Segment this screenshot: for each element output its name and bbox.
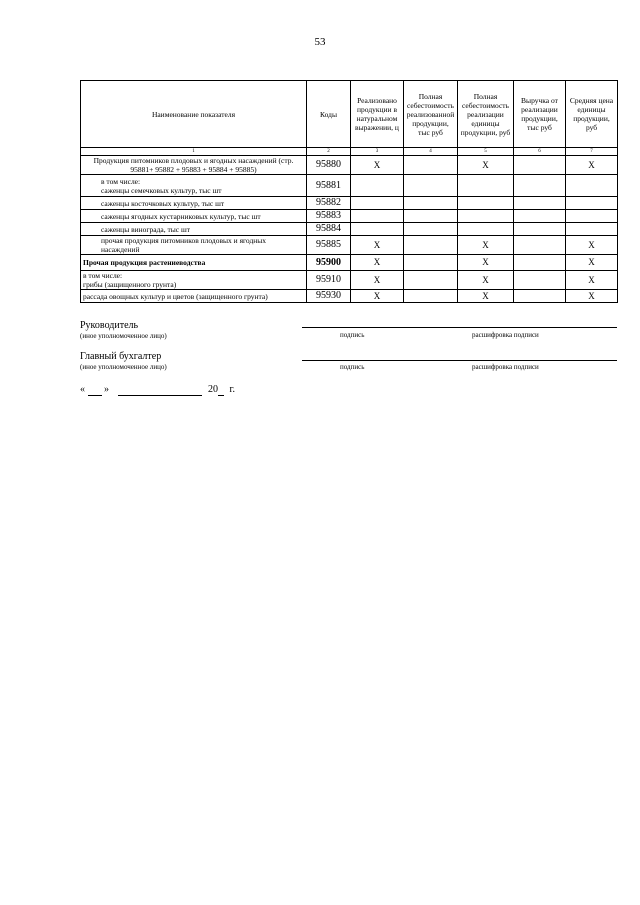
table-row xyxy=(81,223,618,236)
row-cell xyxy=(514,175,566,197)
row-cell xyxy=(404,156,458,175)
row-cell xyxy=(404,290,458,303)
row-cell xyxy=(514,271,566,290)
row-code: 95885 xyxy=(307,236,351,255)
row-cell xyxy=(351,197,404,210)
signature-title: Главный бухгалтер xyxy=(80,351,162,362)
row-cell xyxy=(458,223,514,236)
header-revenue: Выручка от реализации продукции, тыс руб xyxy=(514,81,566,148)
row-cell xyxy=(351,210,404,223)
decode-caption: расшифровка подписи xyxy=(472,363,539,371)
row-code: 95881 xyxy=(307,175,351,197)
month-blank xyxy=(118,384,202,396)
row-cell: X xyxy=(566,271,618,290)
row-cell xyxy=(404,223,458,236)
table-row xyxy=(81,236,618,255)
column-number: 5 xyxy=(458,148,514,156)
signature-block-accountant xyxy=(80,351,620,371)
row-code: 95880 xyxy=(307,156,351,175)
sign-caption: подпись xyxy=(340,363,365,371)
row-name: прочая продукция питомников плодовых и ягодных насаждений xyxy=(81,236,307,255)
column-number: 4 xyxy=(404,148,458,156)
row-code: 95900 xyxy=(307,255,351,271)
row-cell xyxy=(404,197,458,210)
column-number: 1 xyxy=(81,148,307,156)
row-cell: X xyxy=(458,236,514,255)
header-codes: Коды xyxy=(307,81,351,148)
row-cell xyxy=(351,223,404,236)
row-cell xyxy=(566,197,618,210)
signature-block-head xyxy=(80,320,620,340)
row-name: Продукция питомников плодовых и ягодных насаждений (стр. 95881+ 95882 + 95883 + 95884 + 95885) xyxy=(81,156,307,175)
row-name: саженцы винограда, тыс шт xyxy=(81,223,307,236)
header-full-cost: Полная себестоимость реализованной продукции, тыс руб xyxy=(404,81,458,148)
row-cell xyxy=(514,255,566,271)
table-row xyxy=(81,197,618,210)
header-sold-quantity: Реализовано продукции в натуральном выражении, ц xyxy=(351,81,404,148)
row-cell: X xyxy=(351,290,404,303)
row-cell: X xyxy=(351,271,404,290)
row-code: 95883 xyxy=(307,210,351,223)
date-line xyxy=(80,384,235,396)
row-cell: X xyxy=(566,290,618,303)
row-cell xyxy=(404,271,458,290)
signature-subtitle: (иное уполномоченное лицо) xyxy=(80,332,167,340)
date-open-quote: « xyxy=(80,384,85,395)
row-cell xyxy=(458,175,514,197)
row-code: 95884 xyxy=(307,223,351,236)
row-cell: X xyxy=(566,236,618,255)
column-number: 2 xyxy=(307,148,351,156)
table-row xyxy=(81,255,618,271)
column-number: 7 xyxy=(566,148,618,156)
row-cell xyxy=(566,223,618,236)
column-number: 3 xyxy=(351,148,404,156)
year-blank xyxy=(218,384,224,396)
report-table xyxy=(80,80,618,303)
row-name: Прочая продукция растениеводства xyxy=(81,255,307,271)
row-cell xyxy=(458,197,514,210)
table-header-row xyxy=(81,81,618,148)
header-name: Наименование показателя xyxy=(81,81,307,148)
day-blank xyxy=(88,384,102,396)
signature-line xyxy=(302,360,617,361)
date-close-quote: » xyxy=(104,384,109,395)
row-cell xyxy=(351,175,404,197)
sign-caption: подпись xyxy=(340,331,365,339)
row-cell: X xyxy=(566,255,618,271)
row-cell: X xyxy=(351,156,404,175)
row-name: рассада овощных культур и цветов (защищенного грунта) xyxy=(81,290,307,303)
row-cell xyxy=(514,210,566,223)
row-cell xyxy=(566,175,618,197)
row-cell xyxy=(566,210,618,223)
column-number-row xyxy=(81,148,618,156)
row-cell: X xyxy=(351,236,404,255)
page-number: 53 xyxy=(314,36,326,48)
year-suffix: г. xyxy=(229,384,235,395)
row-cell: X xyxy=(351,255,404,271)
row-code: 95930 xyxy=(307,290,351,303)
row-cell xyxy=(514,290,566,303)
signature-title: Руководитель xyxy=(80,320,139,331)
row-cell: X xyxy=(458,290,514,303)
row-name: в том числе: саженцы семечковых культур, тыс шт xyxy=(81,175,307,197)
row-cell xyxy=(514,236,566,255)
signature-subtitle: (иное уполномоченное лицо) xyxy=(80,363,167,371)
row-code: 95910 xyxy=(307,271,351,290)
decode-caption: расшифровка подписи xyxy=(472,331,539,339)
year-prefix: 20 xyxy=(208,384,218,395)
row-cell xyxy=(514,223,566,236)
signature-line xyxy=(302,327,617,328)
row-name: саженцы косточковых культур, тыс шт xyxy=(81,197,307,210)
row-cell: X xyxy=(458,156,514,175)
row-cell: X xyxy=(566,156,618,175)
header-unit-cost: Полная себестоимость реализации единицы продукции, руб xyxy=(458,81,514,148)
table-row xyxy=(81,271,618,290)
row-cell xyxy=(404,236,458,255)
row-cell: X xyxy=(458,271,514,290)
row-cell xyxy=(458,210,514,223)
row-cell xyxy=(404,210,458,223)
table-row xyxy=(81,156,618,175)
table-row xyxy=(81,210,618,223)
row-cell xyxy=(404,175,458,197)
table-row xyxy=(81,175,618,197)
row-cell xyxy=(404,255,458,271)
row-cell xyxy=(514,156,566,175)
row-name: саженцы ягодных кустарниковых культур, тыс шт xyxy=(81,210,307,223)
header-avg-price: Средняя цена единицы продукции, руб xyxy=(566,81,618,148)
table-row xyxy=(81,290,618,303)
column-number: 6 xyxy=(514,148,566,156)
row-name: в том числе: грибы (защищенного грунта) xyxy=(81,271,307,290)
row-cell xyxy=(514,197,566,210)
row-cell: X xyxy=(458,255,514,271)
row-code: 95882 xyxy=(307,197,351,210)
